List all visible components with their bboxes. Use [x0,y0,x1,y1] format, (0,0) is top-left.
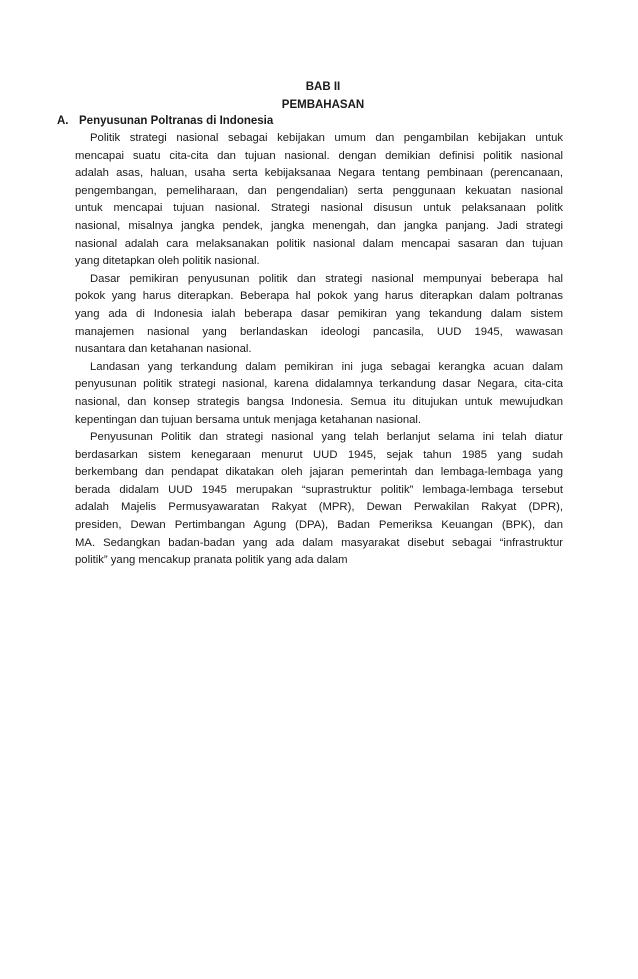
text-line: yang ada di Indonesia ialah beberapa dasar pemikiran yang tekandung dalam sistem [75,307,563,320]
section-title: Penyusunan Poltranas di Indonesia [79,115,274,127]
text-line: nasional adalah cara melaksanakan politik nasional dalam mencapai sasaran dan tujuan [75,237,563,250]
text-line: pokok yang harus diterapkan. Beberapa hal pokok yang harus diterapkan dalam poltranas [75,290,563,303]
text-line: berada didalam UUD 1945 merupakan “suprastruktur politik” lembaga-lembaga tersebut [75,483,563,496]
text-line: politik” yang mencakup pranata politik yang ada dalam [75,554,348,567]
text-line: Politik strategi nasional sebagai kebijakan umum dan pengambilan kebijakan untuk [90,132,563,144]
text-line: Dasar pemikiran penyusunan politik dan strategi nasional mempunyai beberapa hal [90,272,563,285]
text-line: pengembangan, pemeliharaan, dan pengendalian) serta penggunaan kekuatan nasional [75,184,563,197]
text-line: adalah asas, haluan, usaha serta kebijaksanaa Negara tentang pembinaan (perencanaan, [75,167,563,180]
chapter-heading [0,78,638,114]
text-line: untuk mencapai tujuan nasional. Strategi nasional disusun untuk pelaksanaan politk [75,202,563,215]
text-line: manajemen nasional yang berlandaskan ideologi pancasila, UUD 1945, wawasan [75,325,563,338]
text-line: nusantara dan ketahanan nasional. [75,343,252,356]
text-line: berkembang dan pendapat dikatakan oleh jajaran pemerintah dan lembaga-lembaga yang [75,466,563,479]
text-line: presiden, Dewan Pertimbangan Agung (DPA), Badan Pemeriksa Keuangan (BPK), dan [75,519,563,532]
section-letter: A. [57,115,69,127]
text-line: yang ditetapkan oleh politik nasional. [75,255,260,268]
text-line: penyusunan politik strategi nasional, karena didalamnya terkandung dasar Negara, cita-cita [75,378,563,391]
text-line: Landasan yang terkandung dalam pemikiran ini juga sebagai kerangka acuan dalam [90,360,563,373]
text-line: mencapai suatu cita-cita dan tujuan nasional. dengan demikian definisi politik nasional [75,149,563,162]
section-heading [57,113,273,129]
text-line: adalah Majelis Permusyawaratan Rakyat (MPR), Dewan Perwakilan Rakyat (DPR), [75,501,563,514]
text-line: Penyusunan Politik dan strategi nasional yang telah berlanjut selama ini telah diatur [90,431,563,444]
body-text [75,130,563,570]
text-line: nasional, misalnya jangka pendek, jangka menengah, dan jangka panjang. Jadi strategi [75,219,563,232]
chapter-title: PEMBAHASAN [281,99,365,111]
text-line: nasional, dan konsep strategis bangsa Indonesia. Semua itu ditujukan untuk mewujudkan [75,395,563,408]
text-line: kepentingan dan tujuan bersama untuk menjaga ketahanan nasional. [75,413,422,426]
text-line: MA. Sedangkan badan-badan yang ada dalam masyarakat disebut sebagai “infrastruktur [75,536,563,549]
chapter-label: BAB II [305,81,341,93]
text-line: berdasarkan sistem kenegaraan menurut UUD 1945, sejak tahun 1985 yang sudah [75,448,563,461]
